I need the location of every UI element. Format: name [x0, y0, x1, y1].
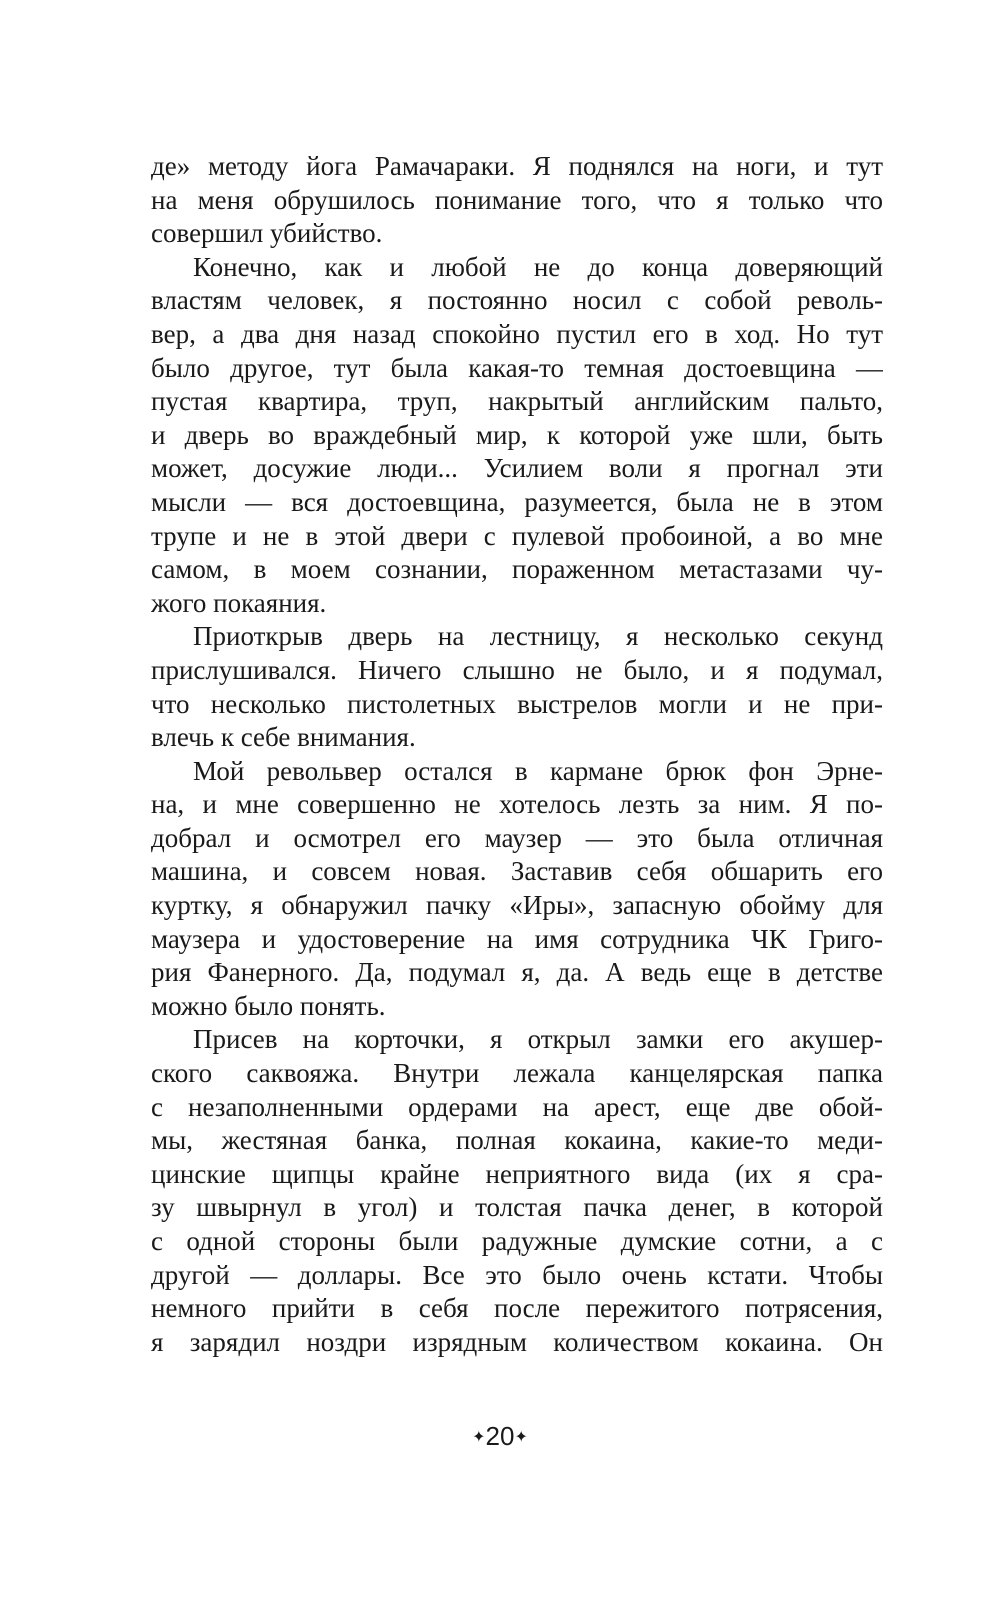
text-line: добрал и осмотрел его маузер — это была отличная	[151, 822, 883, 853]
text-line: мысли — вся достоевщина, разумеется, была не в этом	[151, 486, 883, 517]
text-line: мы, жестяная банка, полная кокаина, какие-то меди-	[151, 1125, 883, 1156]
text-line: может, досужие люди... Усилием воли я прогнал эти	[151, 453, 883, 484]
text-line: зу швырнул в угол) и толстая пачка денег, в которой	[151, 1192, 883, 1223]
text-line: другой — доллары. Все это было очень кстати. Чтобы	[151, 1259, 883, 1290]
text-line: Приоткрыв дверь на лестницу, я несколько секунд	[193, 621, 883, 652]
ornament-right-icon: ✦	[514, 1429, 528, 1446]
page-number-value: 20	[485, 1421, 515, 1451]
text-line: прислушивался. Ничего слышно не было, и я подумал,	[151, 654, 883, 685]
text-line: трупе и не в этой двери с пулевой пробоиной, а во мне	[151, 520, 883, 551]
text-line: и дверь во враждебный мир, к которой уже шли, быть	[151, 419, 883, 450]
text-line: совершил убийство.	[151, 218, 383, 249]
body-text	[151, 150, 883, 1359]
ornament-left-icon: ✦	[472, 1429, 486, 1446]
text-line: машина, и совсем новая. Заставив себя обшарить его	[151, 856, 883, 887]
text-line: властям человек, я постоянно носил с собой револь-	[151, 285, 883, 316]
text-line: цинские щипцы крайне неприятного вида (их я сра-	[151, 1158, 883, 1189]
text-line: вер, а два дня назад спокойно пустил его в ход. Но тут	[151, 318, 883, 349]
text-line: Мой револьвер остался в кармане брюк фон Эрне-	[193, 755, 883, 786]
text-line: де» методу йога Рамачараки. Я поднялся на ноги, и тут	[151, 151, 883, 181]
text-line: на меня обрушилось понимание того, что я только что	[151, 184, 883, 215]
text-line: куртку, я обнаружил пачку «Иры», запасную обойму для	[151, 890, 883, 921]
text-line: Присев на корточки, я открыл замки его акушер-	[193, 1024, 883, 1055]
text-line: самом, в моем сознании, пораженном метастазами чу-	[151, 554, 883, 585]
text-line: рия Фанерного. Да, подумал я, да. А ведь еще в детстве	[151, 957, 883, 988]
text-line: маузера и удостоверение на имя сотрудника ЧК Григо-	[151, 923, 883, 954]
text-line: я зарядил ноздри изрядным количеством кокаина. Он	[151, 1326, 883, 1357]
text-line: влечь к себе внимания.	[151, 722, 416, 753]
text-line: ского саквояжа. Внутри лежала канцелярская папка	[151, 1058, 883, 1089]
text-line: было другое, тут была какая-то темная достоевщина —	[151, 352, 883, 383]
page-number	[0, 1420, 1000, 1454]
text-line: пустая квартира, труп, накрытый английским пальто,	[151, 386, 883, 417]
text-line: можно было понять.	[151, 990, 386, 1021]
text-line: что несколько пистолетных выстрелов могли и не при-	[151, 688, 883, 719]
text-line: немного прийти в себя после пережитого потрясения,	[151, 1293, 883, 1324]
text-line: на, и мне совершенно не хотелось лезть за ним. Я по-	[151, 789, 883, 820]
text-line: Конечно, как и любой не до конца доверяющий	[193, 251, 883, 282]
text-line: с незаполненными ордерами на арест, еще две обой-	[151, 1091, 883, 1122]
text-line: жого покаяния.	[151, 587, 327, 618]
text-line: с одной стороны были радужные думские сотни, а с	[151, 1226, 883, 1256]
